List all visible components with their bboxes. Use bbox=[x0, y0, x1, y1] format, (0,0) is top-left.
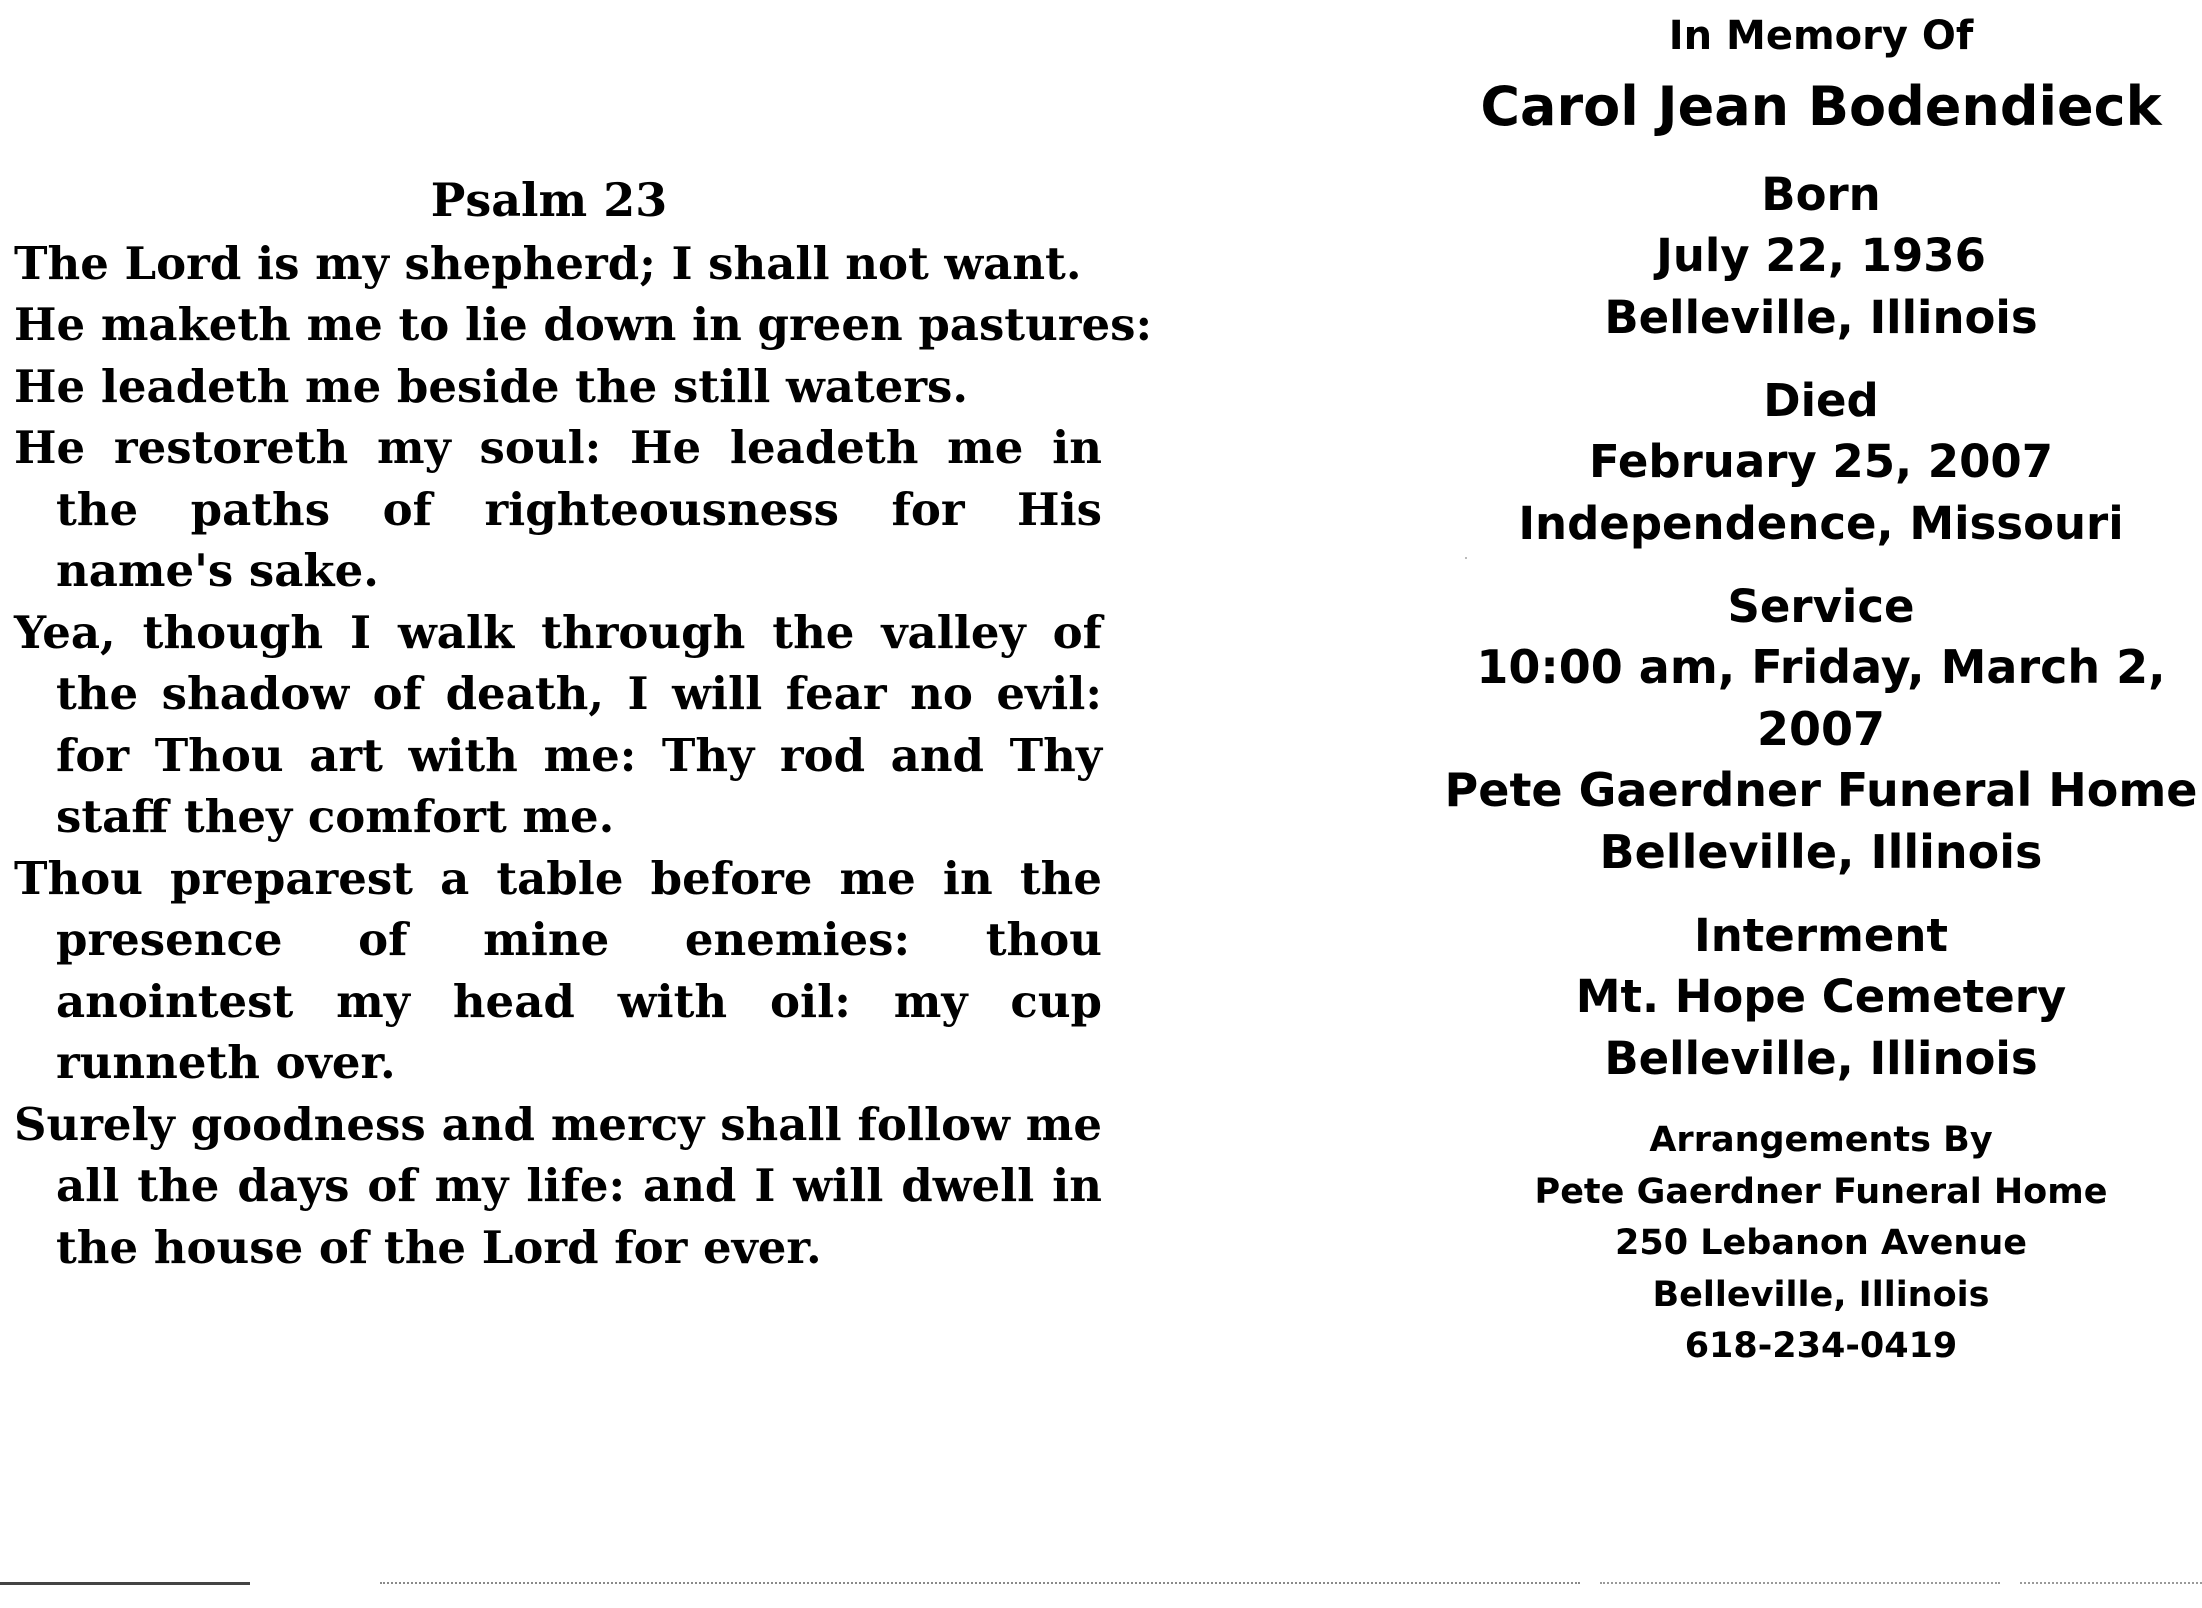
psalm-title: Psalm 23 bbox=[430, 173, 668, 227]
psalm-verse: He restoreth my soul: He leadeth me in the paths of righteousness for His name's sake. bbox=[14, 421, 1102, 597]
service-heading: Service bbox=[1727, 580, 1915, 633]
scan-speck bbox=[1465, 557, 1467, 559]
interment-heading: Interment bbox=[1694, 909, 1948, 962]
born-date: July 22, 1936 bbox=[1656, 229, 1986, 282]
psalm-verse: He maketh me to lie down in green pastures: bbox=[14, 298, 1153, 351]
fold-line bbox=[0, 1582, 250, 1585]
psalm-verse: Thou preparest a table before me in the presence of mine enemies: thou anointest my head with oil: my cup runneth over. bbox=[14, 851, 1102, 1089]
born-heading: Born bbox=[1761, 168, 1881, 221]
psalm-verse: He leadeth me beside the still waters. bbox=[14, 359, 969, 413]
died-heading: Died bbox=[1763, 374, 1879, 427]
service-time: 10:00 am, Friday, March 2, 2007 bbox=[1476, 640, 2166, 756]
memorial-panel bbox=[1440, 0, 2202, 1373]
died-place: Independence, Missouri bbox=[1518, 496, 2124, 550]
arrangements-funeral-home: Pete Gaerdner Funeral Home bbox=[1534, 1171, 2108, 1212]
died-date: February 25, 2007 bbox=[1588, 435, 2054, 488]
born-section bbox=[1440, 164, 2202, 348]
arrangements-heading: Arrangements By bbox=[1649, 1120, 1993, 1160]
fold-line bbox=[380, 1582, 1580, 1584]
psalm-panel bbox=[14, 170, 1153, 1278]
born-place: Belleville, Illinois bbox=[1604, 290, 2038, 344]
service-section bbox=[1440, 576, 2202, 883]
deceased-name: Carol Jean Bodendieck bbox=[1480, 75, 2162, 138]
service-place: Belleville, Illinois bbox=[1599, 824, 2043, 879]
arrangements-city: Belleville, Illinois bbox=[1652, 1274, 1990, 1315]
psalm-verse: The Lord is my shepherd; I shall not want. bbox=[14, 236, 1082, 290]
memorial-header: In Memory Of bbox=[1668, 13, 1974, 59]
service-location: Pete Gaerdner Funeral Home bbox=[1444, 763, 2198, 817]
fold-line bbox=[1600, 1582, 2000, 1584]
arrangements-phone: 618-234-0419 bbox=[1684, 1326, 1958, 1366]
interment-section bbox=[1440, 905, 2202, 1089]
interment-place: Belleville, Illinois bbox=[1604, 1031, 2038, 1085]
arrangements-section bbox=[1440, 1115, 2202, 1373]
fold-line bbox=[2020, 1582, 2202, 1584]
interment-cemetery: Mt. Hope Cemetery bbox=[1575, 970, 2067, 1023]
psalm-verse: Yea, though I walk through the valley of the shadow of death, I will fear no evil: for Thou art with me: Thy rod and Thy staff they comfort me. bbox=[14, 605, 1102, 843]
died-section bbox=[1440, 370, 2202, 554]
arrangements-address: 250 Lebanon Avenue bbox=[1615, 1223, 2027, 1263]
psalm-verse: Surely goodness and mercy shall follow me all the days of my life: and I will dwell in the house of the Lord for ever. bbox=[14, 1097, 1102, 1274]
